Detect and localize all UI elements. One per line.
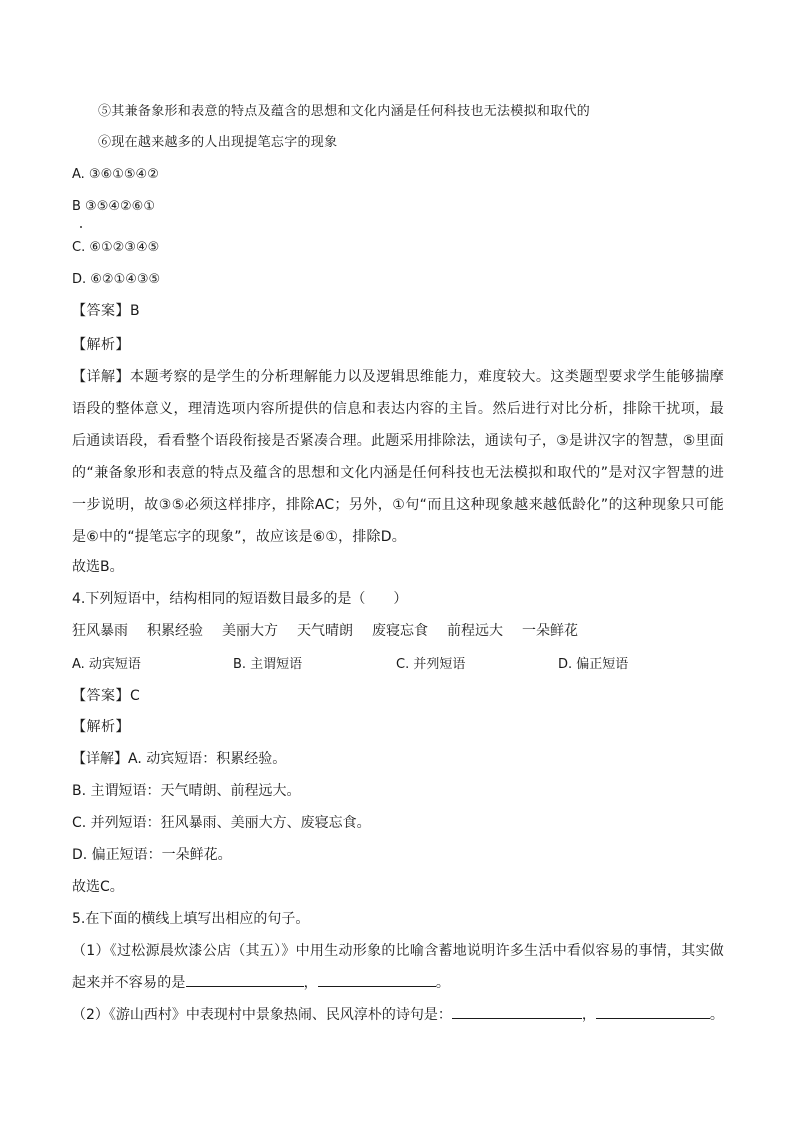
- q4-conclusion: 故选C。: [72, 879, 124, 895]
- period: 。: [435, 975, 451, 991]
- q5-item-2-text: （2）《游山西村》中表现村中景象热闹、民风淳朴的诗句是：: [72, 1007, 452, 1023]
- q4-phrase: 狂风暴雨: [72, 623, 128, 639]
- q4-phrase-list: [72, 621, 597, 641]
- answer-blank[interactable]: [318, 972, 436, 987]
- q4-detail-b: B. 主谓短语：天气晴朗、前程远大。: [72, 783, 301, 799]
- answer-blank[interactable]: [596, 1004, 710, 1019]
- period: 。: [709, 1007, 724, 1023]
- q3-option-b: B ③⑤④②⑥①: [72, 199, 155, 214]
- q5-item-2: [72, 1004, 724, 1025]
- q3-conclusion: 故选B。: [72, 559, 124, 575]
- q5-item-1: [72, 935, 724, 999]
- q4-detail-c: C. 并列短语：狂风暴雨、美丽大方、废寝忘食。: [72, 815, 371, 831]
- answer-blank[interactable]: [186, 972, 304, 987]
- q3-option-a: A. ③⑥①⑤④②: [72, 167, 159, 182]
- q4-choice-c: C. 并列短语: [396, 657, 466, 672]
- q3-detail-paragraph: 【详解】本题考察的是学生的分析理解能力以及逻辑思维能力，难度较大。这类题型要求学生能够揣摩语段的整体意义，理清选项内容所提供的信息和表达内容的主旨。然后进行对比分析，排除干扰项，最后通读语段，看看整个语段衔接是否紧凑合理。此题采用排除法，通读句子，③是讲汉字的智慧，⑤里面的“兼备象形和表意的特点及蕴含的思想和文化内涵是任何科技也无法模拟和取代的”是对汉字智慧的进一步说明，故③⑤必须这样排序，排除AC；另外，①句“而且这种现象越来越低龄化”的这种现象只可能是⑥中的“提笔忘字的现象”，故应该是⑥①，排除D。: [72, 369, 724, 545]
- q5-item-1-text: （1）《过松源晨炊漆公店（其五）》中用生动形象的比喻含蓄地说明许多生活中看似容易的事情，其实做起来并不容易的是: [72, 943, 724, 991]
- statement-5: ⑤其兼备象形和表意的特点及蕴含的思想和文化内涵是任何科技也无法模拟和取代的: [98, 104, 591, 119]
- scan-speck: [80, 226, 82, 228]
- q4-answer: 【答案】C: [72, 688, 141, 704]
- comma: ，: [581, 1007, 596, 1023]
- q3-option-c: C. ⑥①②③④⑤: [72, 240, 160, 255]
- q3-analysis-label: 【解析】: [72, 337, 130, 353]
- q4-question: 4.下列短语中，结构相同的短语数目最多的是（ ）: [72, 591, 408, 607]
- comma: ，: [303, 975, 318, 991]
- q4-choice-b: B. 主谓短语: [233, 657, 303, 672]
- q4-phrase: 积累经验: [147, 623, 203, 639]
- q3-answer: 【答案】B: [72, 303, 141, 319]
- q4-phrase: 废寝忘食: [372, 623, 428, 639]
- q4-phrase: 一朵鲜花: [522, 623, 578, 639]
- q4-detail-a: 【详解】A. 动宾短语：积累经验。: [72, 751, 287, 767]
- q4-phrase: 美丽大方: [222, 623, 278, 639]
- q4-phrase: 天气晴朗: [297, 623, 353, 639]
- q5-question: 5.在下面的横线上填写出相应的句子。: [72, 911, 310, 927]
- q4-detail-d: D. 偏正短语：一朵鲜花。: [72, 847, 232, 863]
- q4-choice-a: A. 动宾短语: [72, 657, 141, 672]
- statement-6: ⑥现在越来越多的人出现提笔忘字的现象: [98, 135, 338, 150]
- q4-phrase: 前程远大: [447, 623, 503, 639]
- q4-analysis-label: 【解析】: [72, 719, 130, 735]
- answer-blank[interactable]: [452, 1004, 582, 1019]
- q3-option-d: D. ⑥②①④③⑤: [72, 272, 161, 287]
- q4-choice-d: D. 偏正短语: [558, 657, 629, 672]
